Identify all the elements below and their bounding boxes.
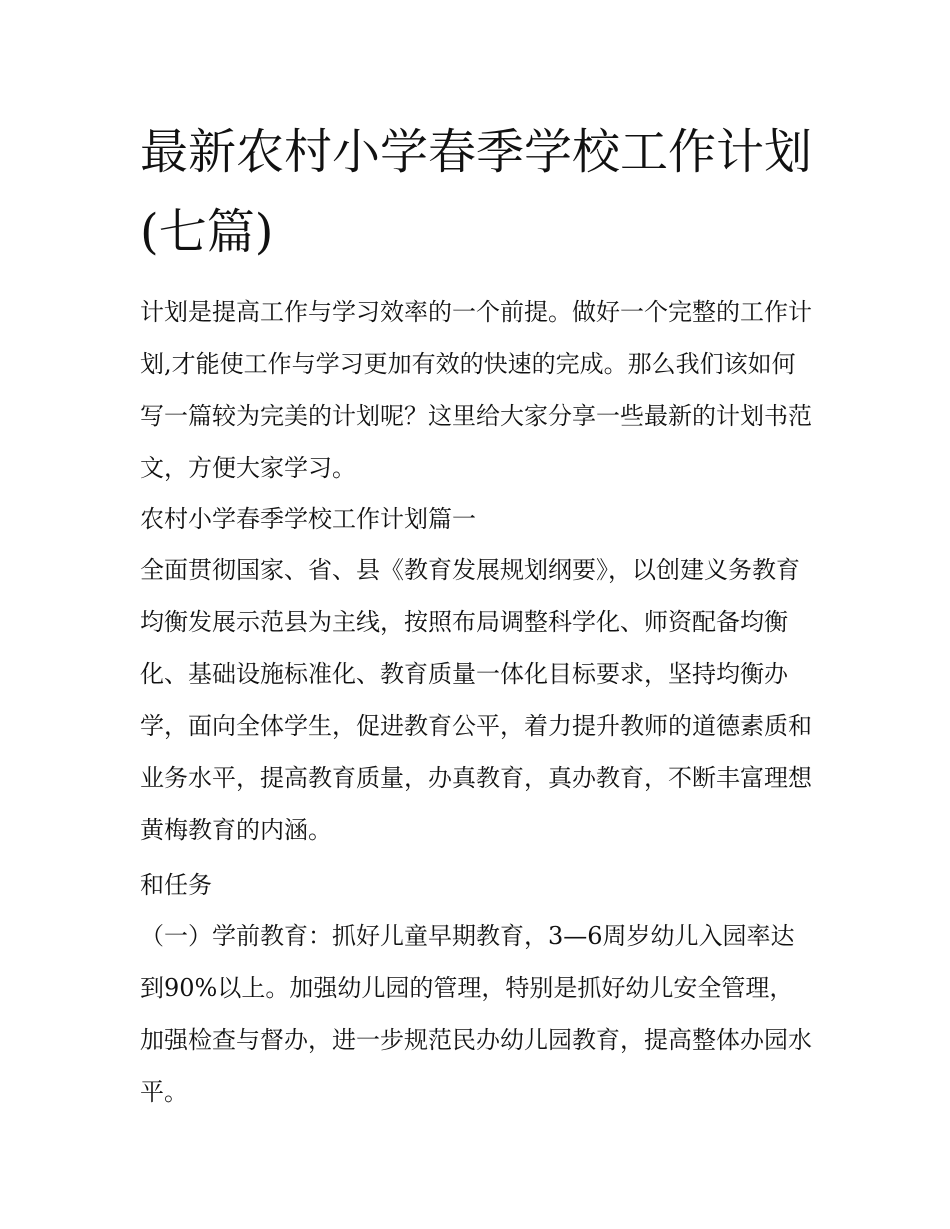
section-heading: 农村小学春季学校工作计划篇一 <box>140 505 476 533</box>
intro-paragraph: 计划是提高工作与学习效率的一个前提。做好一个完整的工作计划,才能使工作与学习更加有效的快速的完成。那么我们该如何写一篇较为完美的计划呢？这里给大家分享一些最新的计划书范文，方便大家学习。 <box>140 298 812 482</box>
body-paragraph-1: 全面贯彻国家、省、县《教育发展规划纲要》，以创建义务教育均衡发展示范县为主线，按照布局调整科学化、师资配备均衡化、基础设施标准化、教育质量一体化目标要求，坚持均衡办学，面向全体学生，促进教育公平，着力提升教师的道德素质和业务水平，提高教育质量，办真教育，真办教育，不断丰富理想黄梅教育的内涵。 <box>140 556 812 844</box>
document-title: 最新农村小学春季学校工作计划(七篇) <box>140 124 813 260</box>
body-paragraph-2: （一）学前教育：抓好儿童早期教育，3—6周岁幼儿入园率达到90%以上。加强幼儿园的管理，特别是抓好幼儿安全管理，加强检查与督办，进一步规范民办幼儿园教育，提高整体办园水平。 <box>140 922 812 1106</box>
subheading: 和任务 <box>140 871 212 899</box>
document-body <box>140 112 812 1118</box>
